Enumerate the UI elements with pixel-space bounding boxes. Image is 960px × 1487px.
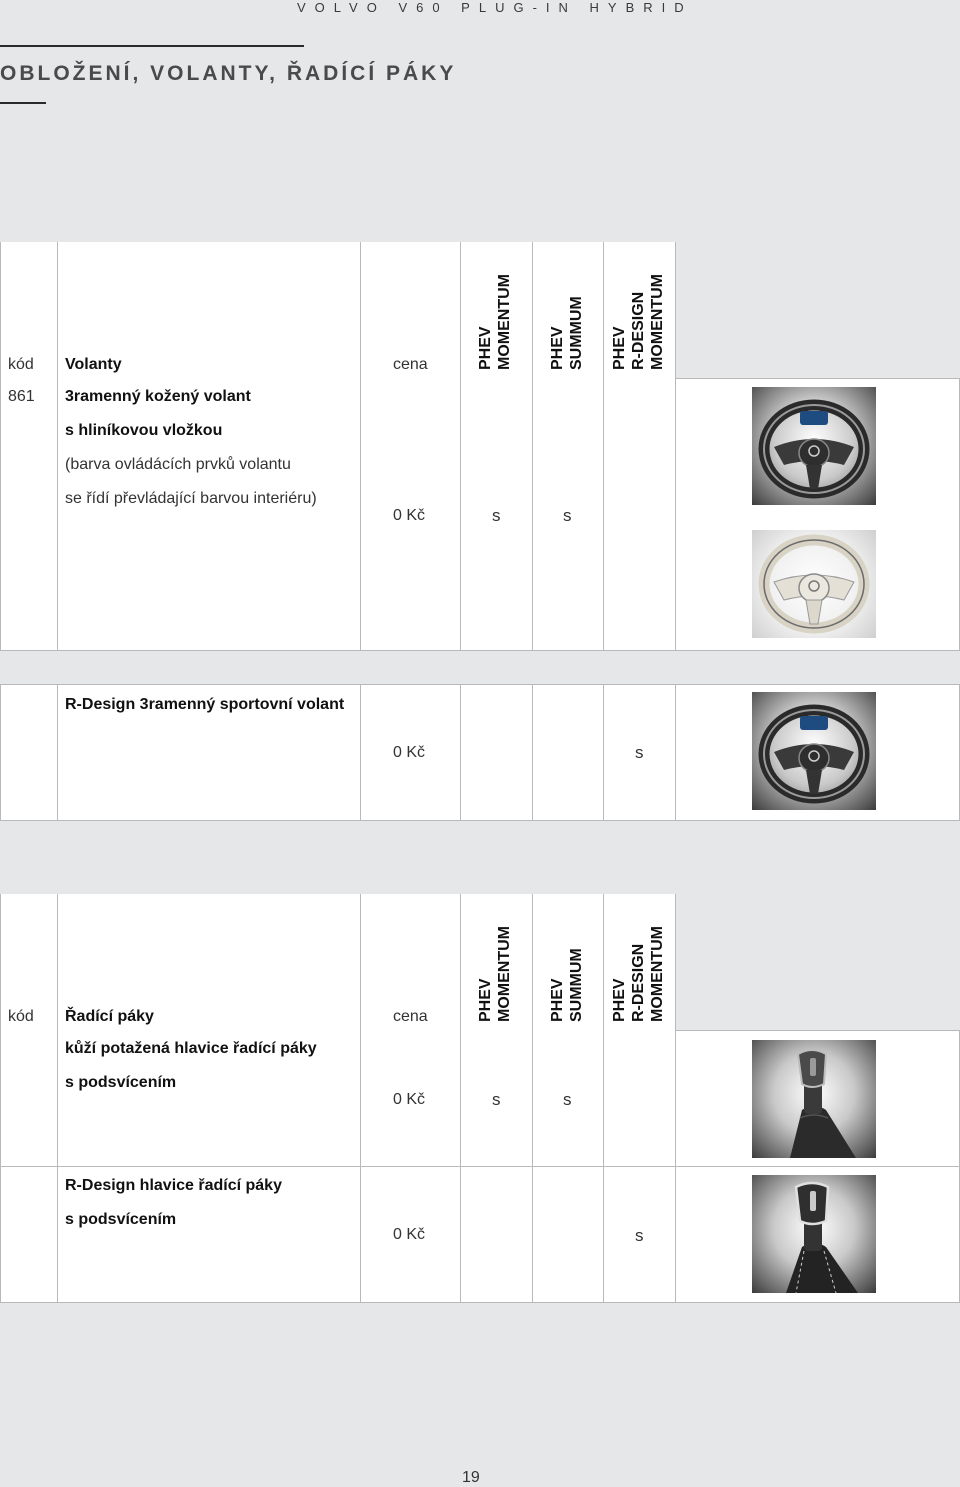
steering-wheel-icon bbox=[752, 387, 876, 505]
availability-mark: s bbox=[563, 1090, 572, 1109]
steering-wheel-rdesign-image bbox=[752, 692, 876, 810]
item-description-line: R-Design 3ramenný sportovní volant bbox=[65, 696, 345, 713]
brand-header: VOLVO V60 PLUG-IN HYBRID bbox=[297, 0, 693, 15]
col-code-header: kód bbox=[8, 1008, 34, 1025]
item-description-line: kůží potažená hlavice řadící páky bbox=[65, 1040, 317, 1057]
item-price: 0 Kč bbox=[393, 507, 426, 524]
page-title: OBLOŽENÍ, VOLANTY, ŘADÍCÍ PÁKY bbox=[0, 62, 457, 85]
item-description-line: (barva ovládácích prvků volantu bbox=[65, 456, 291, 473]
availability-mark: s bbox=[563, 506, 572, 525]
col-trim-rdesign: PHEV R-DESIGN MOMENTUM bbox=[611, 274, 666, 370]
gear-lever-icon bbox=[752, 1040, 876, 1158]
steering-wheel-icon bbox=[752, 530, 876, 638]
steering-wheel-dark-image bbox=[752, 387, 876, 505]
page-number: 19 bbox=[462, 1469, 480, 1486]
item-description-line: s podsvícením bbox=[65, 1074, 177, 1091]
section-heading-gear-levers: Řadící páky bbox=[65, 1008, 154, 1025]
steering-wheel-icon bbox=[752, 692, 876, 810]
item-description-line: s podsvícením bbox=[65, 1211, 177, 1228]
section-heading-steering: Volanty bbox=[65, 356, 122, 373]
gear-lever-icon bbox=[752, 1175, 876, 1293]
availability-mark: s bbox=[635, 743, 644, 762]
col-price-header: cena bbox=[393, 356, 428, 373]
item-description-line: s hliníkovou vložkou bbox=[65, 422, 223, 439]
item-code: 861 bbox=[8, 388, 35, 405]
gear-lever-leather-image bbox=[752, 1040, 876, 1158]
title-rule-bottom bbox=[0, 102, 46, 104]
col-price-header: cena bbox=[393, 1008, 428, 1025]
col-trim-momentum: PHEV MOMENTUM bbox=[477, 926, 513, 1022]
item-price: 0 Kč bbox=[393, 744, 426, 761]
col-trim-rdesign: PHEV R-DESIGN MOMENTUM bbox=[611, 926, 666, 1022]
col-trim-summum: PHEV SUMMUM bbox=[549, 948, 585, 1022]
gear-lever-rdesign-image bbox=[752, 1175, 876, 1293]
title-rule-top bbox=[0, 45, 304, 47]
item-description-line: se řídí převládající barvou interiéru) bbox=[65, 490, 317, 507]
col-trim-summum: PHEV SUMMUM bbox=[549, 296, 585, 370]
steering-wheel-light-image bbox=[752, 530, 876, 638]
availability-mark: s bbox=[492, 506, 501, 525]
availability-mark: s bbox=[492, 1090, 501, 1109]
item-price: 0 Kč bbox=[393, 1226, 426, 1243]
item-price: 0 Kč bbox=[393, 1091, 426, 1108]
item-description-line: R-Design hlavice řadící páky bbox=[65, 1177, 282, 1194]
availability-mark: s bbox=[635, 1226, 644, 1245]
item-description-line: 3ramenný kožený volant bbox=[65, 388, 251, 405]
col-trim-momentum: PHEV MOMENTUM bbox=[477, 274, 513, 370]
col-code-header: kód bbox=[8, 356, 34, 373]
